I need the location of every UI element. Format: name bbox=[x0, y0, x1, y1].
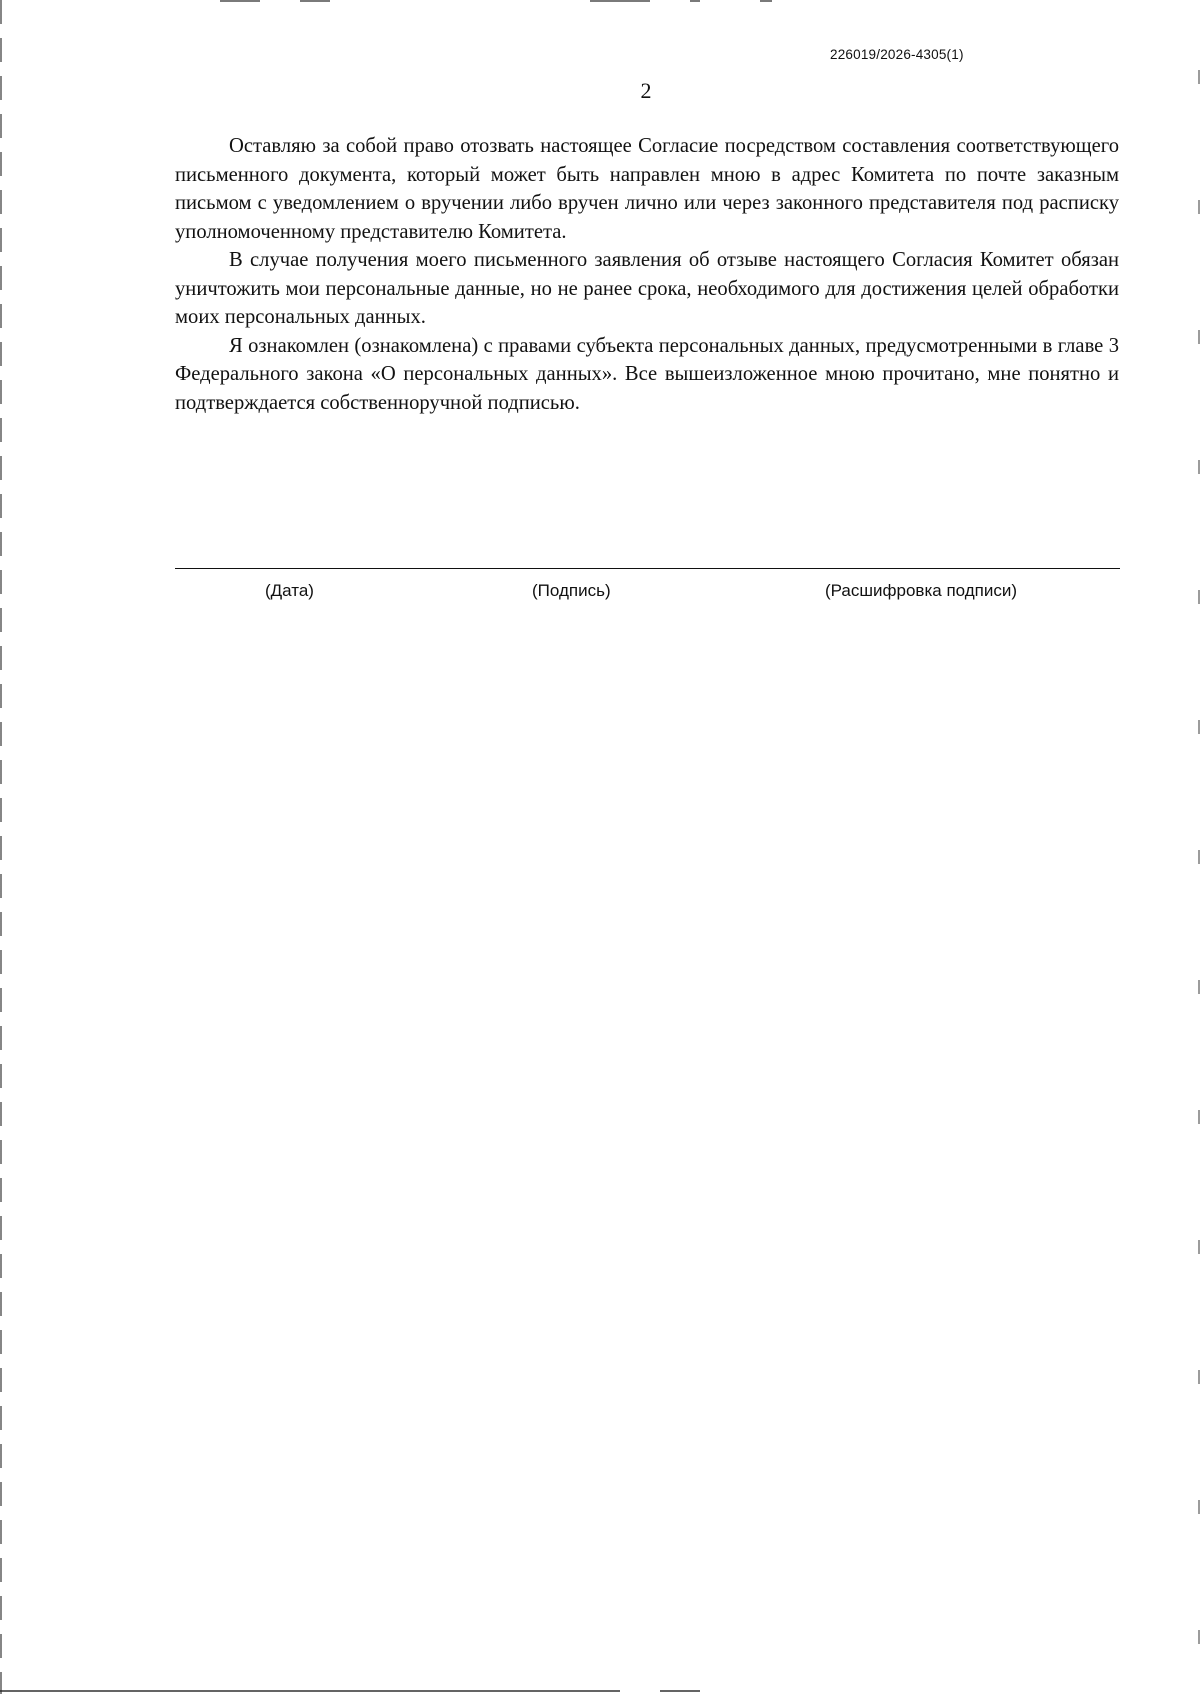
paragraph-destruction: В случае получения моего письменного заявления об отзыве настоящего Согласия Комитет обязан уничтожить мои персональные данные, но не ранее срока, необходимого для достижения целей обработки моих персональных данных. bbox=[175, 249, 1119, 328]
signature-decoding-label: (Расшифровка подписи) bbox=[825, 581, 1018, 600]
signature-line bbox=[175, 568, 1120, 569]
scan-edge-bottom bbox=[0, 1690, 1200, 1692]
date-label: (Дата) bbox=[265, 581, 314, 600]
signature-label: (Подпись) bbox=[532, 581, 611, 600]
page-number: 2 bbox=[640, 78, 652, 103]
scan-edge-top bbox=[220, 0, 820, 2]
paragraph-revocation: Оставляю за собой право отозвать настоящее Согласие посредством составления соответствующего письменного документа, который может быть направлен мною в адрес Комитета по почте заказным письмом с уведомлением о вручении либо вручен лично или через законного представителя под расписку уполномоченному представителю Комитета. bbox=[175, 135, 1119, 243]
scan-edge-left bbox=[0, 0, 2, 1694]
paragraph-acknowledgement: Я ознакомлен (ознакомлена) с правами субъекта персональных данных, предусмотренными в главе 3 Федерального закона «О персональных данных». Все вышеизложенное мною прочитано, мне понятно и подтверждается собственноручной подписью. bbox=[175, 334, 1119, 414]
document-body bbox=[175, 132, 1119, 417]
document-number: 226019/2026-4305(1) bbox=[830, 47, 964, 62]
